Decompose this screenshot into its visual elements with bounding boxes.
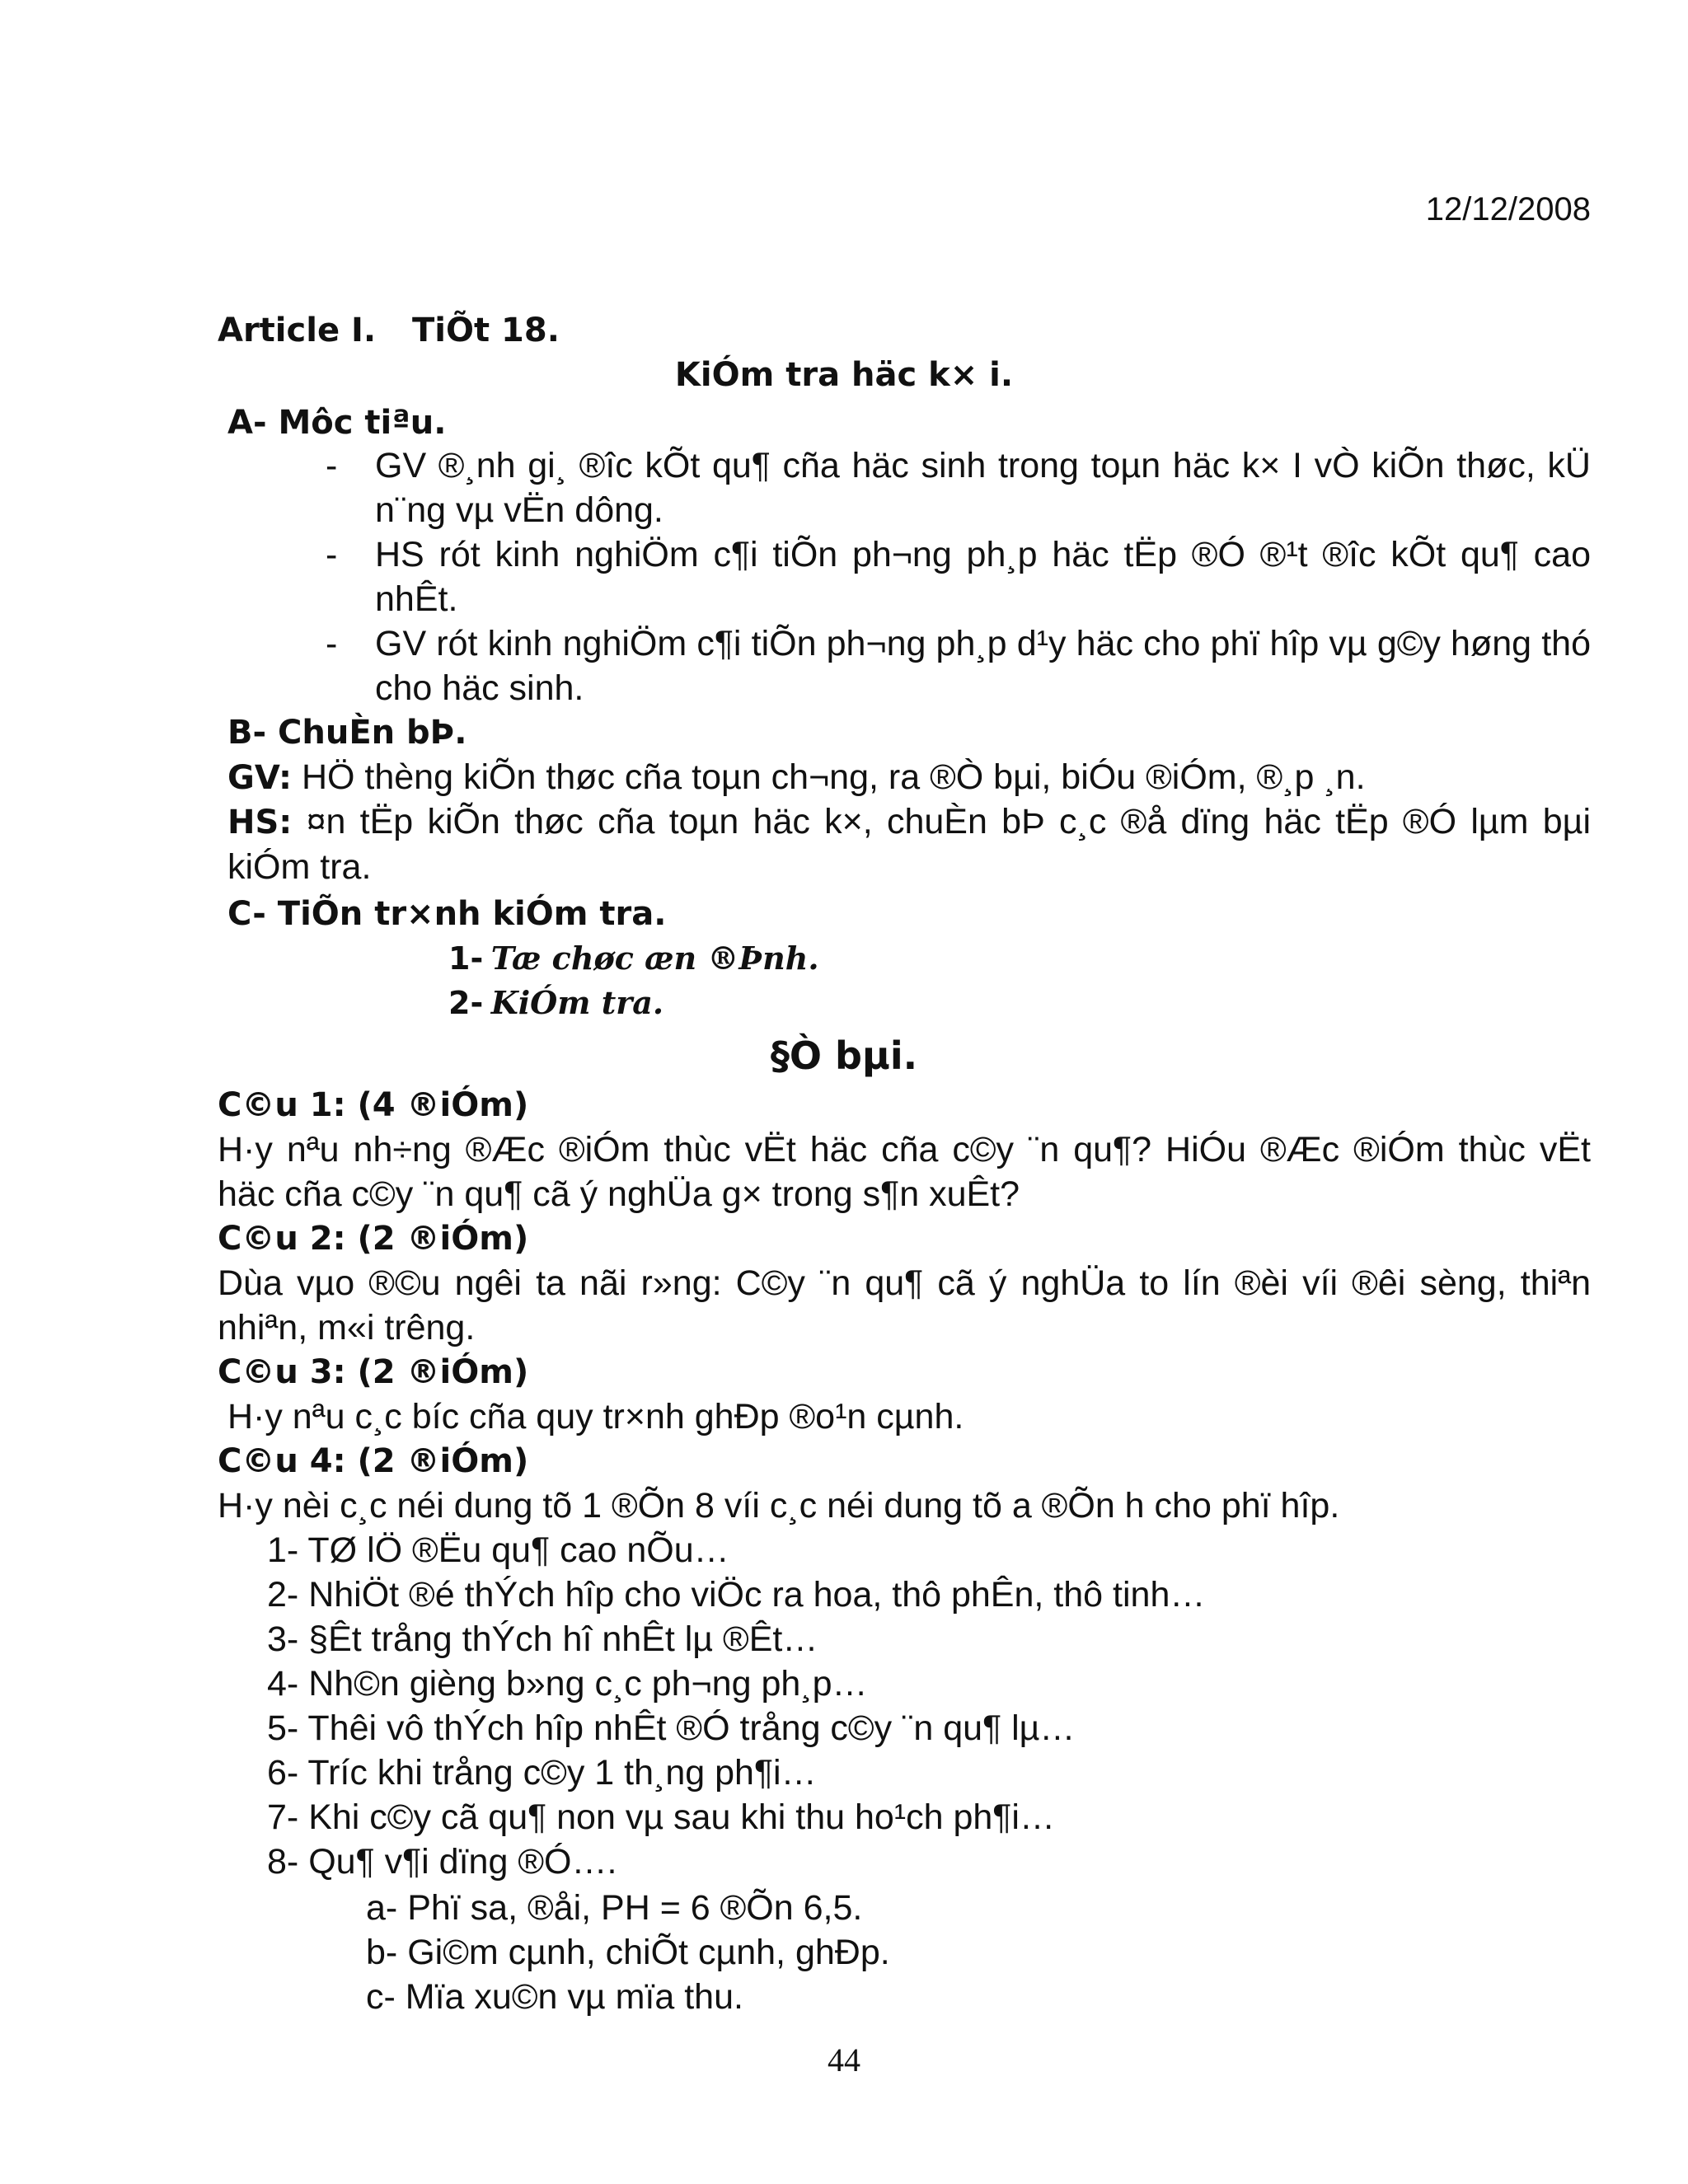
item-text: Nh©n gièng b»ng c¸c ph¬ng ph¸p…	[308, 1664, 868, 1704]
section-c-step	[448, 940, 819, 977]
question-text: H·y nèi c¸c néi dung tõ 1 ®Õn 8 víi c¸c néi dung tõ a ®Õn h cho phï hîp.	[218, 1486, 1340, 1526]
item-number: 8-	[267, 1842, 299, 1882]
bullet-dash: -	[326, 446, 338, 485]
section-a-bullet	[326, 443, 1591, 532]
section-a-heading: A- Môc tiªu.	[227, 404, 447, 442]
item-number: 2-	[267, 1575, 299, 1615]
item-number: 1-	[267, 1530, 299, 1570]
match-option	[366, 1975, 743, 2019]
match-item	[267, 1661, 868, 1706]
section-a-bullet	[326, 532, 1591, 621]
step-number: 1-	[448, 940, 484, 977]
page-number: 44	[828, 2041, 860, 2079]
question-label: C©u 1: (4 ®iÓm)	[218, 1086, 529, 1124]
hs-preparation	[227, 799, 1591, 889]
item-number: 3-	[267, 1619, 299, 1659]
question-label: C©u 4: (2 ®iÓm)	[218, 1442, 529, 1480]
question-text: H·y nªu c¸c bíc cña quy tr×nh ghÐp ®o¹n cµnh.	[218, 1397, 964, 1436]
match-item	[267, 1750, 817, 1795]
match-item	[267, 1528, 729, 1572]
question-text: Dùa vµo ®©u ngêi ta nãi r»ng: C©y ¨n qu¶ cã ý nghÜa to lín ®èi víi ®êi sèng, thiªn nhiªn, m«i trêng.	[218, 1263, 1591, 1347]
match-item	[267, 1840, 617, 1884]
option-text: Gi©m cµnh, chiÕt cµnh, ghÐp.	[407, 1933, 890, 1972]
option-letter: c-	[366, 1977, 396, 2017]
option-text: Mïa xu©n vµ mïa thu.	[405, 1977, 743, 2017]
step-number: 2-	[448, 985, 484, 1021]
match-item	[267, 1795, 1055, 1840]
step-text: KiÓm tra.	[490, 984, 664, 1021]
option-text: Phï sa, ®åi, PH = 6 ®Õn 6,5.	[407, 1888, 863, 1928]
match-item	[267, 1617, 818, 1661]
match-option	[366, 1930, 890, 1975]
item-text: Thêi vô thÝch hîp nhÊt ®Ó trång c©y ¨n qu¶ lµ…	[307, 1708, 1076, 1748]
match-item	[267, 1572, 1205, 1617]
gv-text: HÖ thèng kiÕn thøc cña toµn ch¬ng, ra ®Ò bµi, biÓu ®iÓm, ®¸p ¸n.	[301, 757, 1366, 797]
item-number: 7-	[267, 1797, 299, 1837]
bullet-dash: -	[326, 535, 338, 574]
gv-label: GV:	[227, 759, 292, 797]
article-label: Article I.	[218, 312, 377, 349]
section-a-bullet	[326, 621, 1591, 710]
option-letter: b-	[366, 1933, 398, 1972]
hs-label: HS:	[227, 804, 293, 841]
bullet-text: HS rót kinh nghiÖm c¶i tiÕn ph¬ng ph¸p häc tËp ®Ó ®¹t ®îc kÕt qu¶ cao nhÊt.	[375, 535, 1591, 619]
item-number: 6-	[267, 1753, 299, 1793]
item-text: §Êt trång thÝch hî nhÊt lµ ®Êt…	[308, 1619, 818, 1659]
item-text: Qu¶ v¶i dïng ®Ó….	[308, 1842, 617, 1882]
section-c-heading: C- TiÕn tr×nh kiÓm tra.	[227, 895, 667, 933]
bullet-text: GV rót kinh nghiÖm c¶i tiÕn ph¬ng ph¸p d¹y häc cho phï hîp vµ g©y høng thó cho häc sinh.	[375, 624, 1591, 708]
hs-text: ¤n tËp kiÕn thøc cña toµn häc k×, chuÈn bÞ c¸c ®å dïng häc tËp ®Ó lµm bµi kiÓm tra.	[227, 802, 1591, 887]
option-letter: a-	[366, 1888, 398, 1928]
exam-title: KiÓm tra häc k× i.	[674, 356, 1014, 394]
exam-heading: §Ò bµi.	[770, 1033, 918, 1078]
step-text: Tæ chøc æn ®Þnh.	[490, 940, 819, 977]
item-text: NhiÖt ®é thÝch hîp cho viÖc ra hoa, thô phÊn, thô tinh…	[308, 1575, 1206, 1615]
bullet-dash: -	[326, 624, 338, 663]
section-b-heading: B- ChuÈn bÞ.	[227, 714, 467, 752]
gv-preparation	[227, 755, 1591, 800]
match-item	[267, 1706, 1075, 1750]
question-text: H·y nªu nh÷ng ®Æc ®iÓm thùc vËt häc cña c©y ¨n qu¶? HiÓu ®Æc ®iÓm thùc vËt häc cña c©y ¨n qu¶ cã ý nghÜa g× trong s¶n xuÊt?	[218, 1130, 1591, 1214]
item-number: 4-	[267, 1664, 299, 1704]
item-text: Tríc khi trång c©y 1 th¸ng ph¶i…	[307, 1753, 817, 1793]
question-label: C©u 2: (2 ®iÓm)	[218, 1220, 529, 1258]
item-text: Khi c©y cã qu¶ non vµ sau khi thu ho¹ch ph¶i…	[308, 1797, 1055, 1837]
section-c-step	[448, 984, 663, 1022]
bullet-text: GV ®¸nh gi¸ ®îc kÕt qu¶ cña häc sinh trong toµn häc k× I vÒ kiÕn thøc, kÜ n¨ng vµ vËn dông.	[375, 446, 1591, 530]
match-option	[366, 1886, 862, 1930]
question-label: C©u 3: (2 ®iÓm)	[218, 1353, 529, 1391]
lesson-title: TiÕt 18.	[412, 312, 560, 349]
item-number: 5-	[267, 1708, 299, 1748]
item-text: TØ lÖ ®Ëu qu¶ cao nÕu…	[307, 1530, 729, 1570]
date: 12/12/2008	[1425, 191, 1591, 227]
